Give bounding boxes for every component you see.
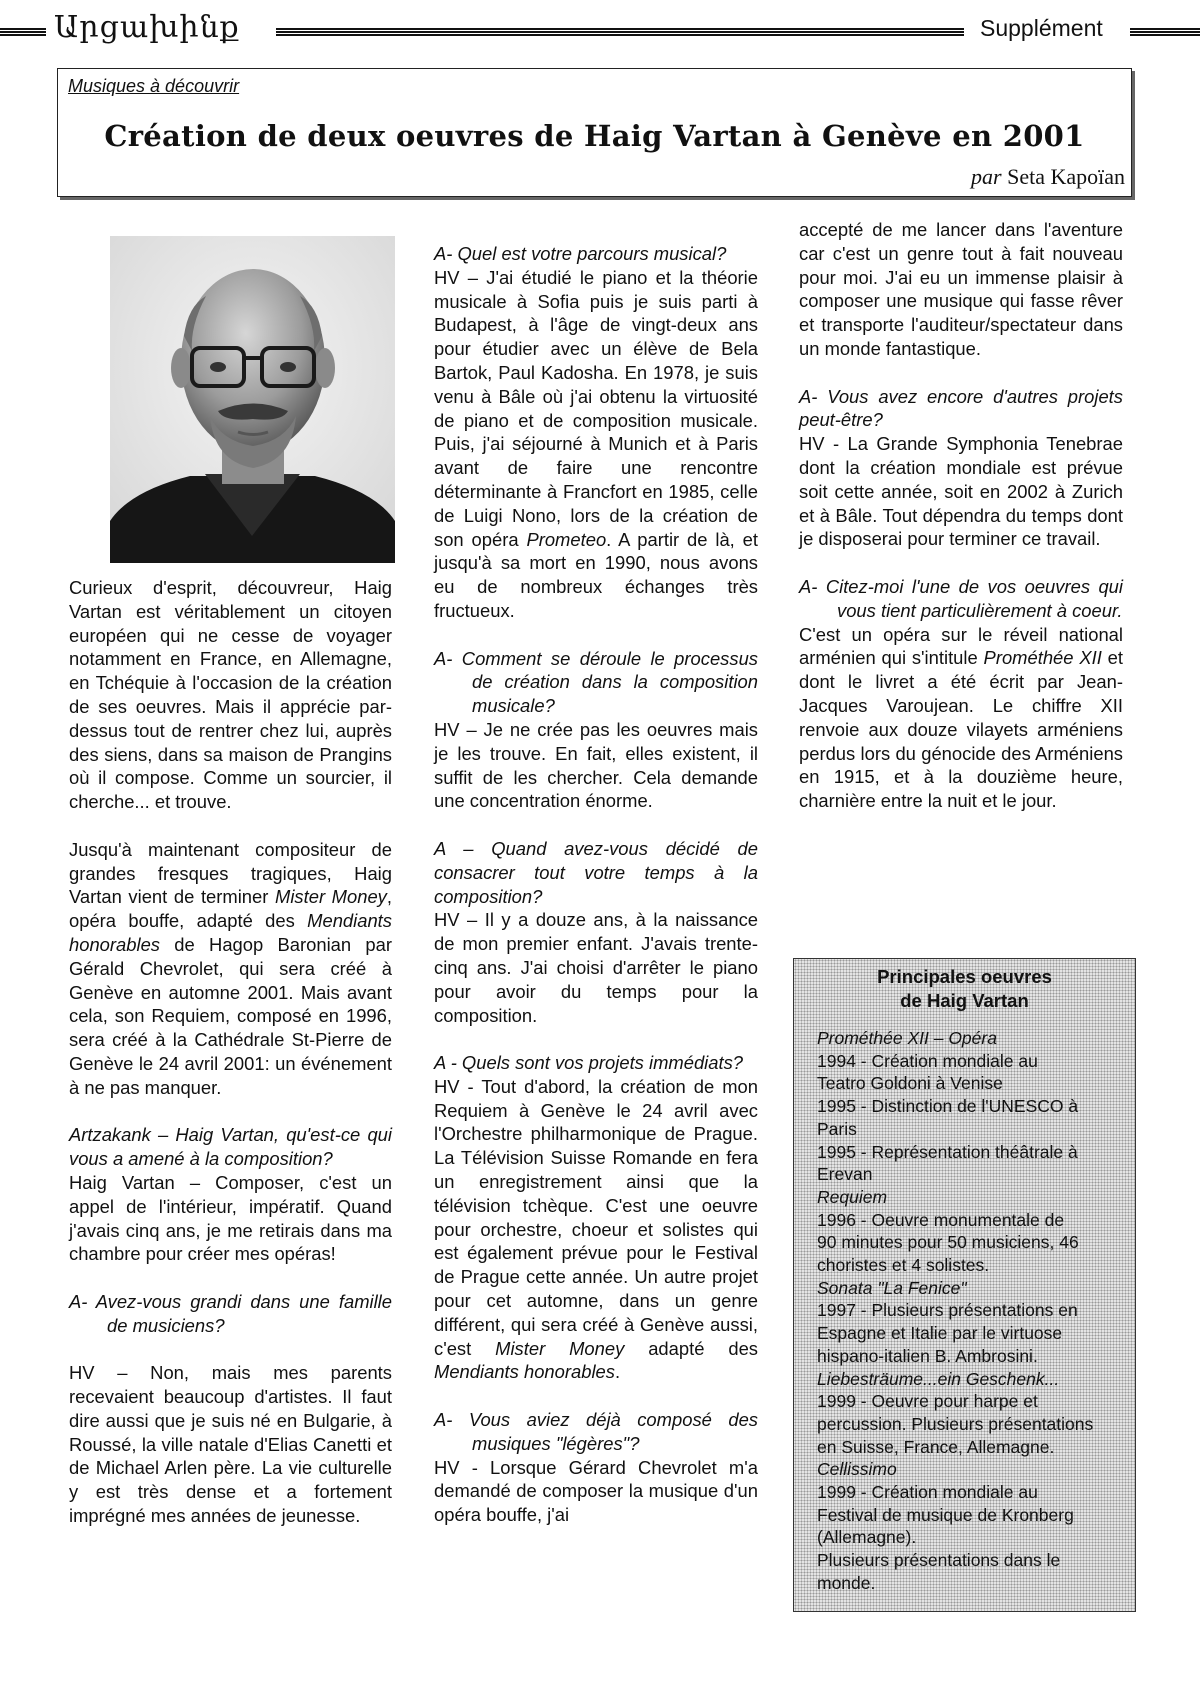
sidebar-line: 1999 - Oeuvre pour harpe et — [817, 1391, 1038, 1412]
sidebar-line: 1996 - Oeuvre monumentale de — [817, 1209, 1065, 1230]
answer-2: HV – Non, mais mes parents recevaient beaucoup d'artistes. Il faut dire aussi que je suis né en Bulgarie, à Roussé, la ville natale d'Elias Canetti et de Michael Arlen père. La vie culturelle y est très dense et a fortement imprégné mes années de jeunesse. — [69, 1362, 392, 1527]
column-1 — [69, 576, 392, 1528]
question-3: A- Quel est votre parcours musical? — [434, 243, 727, 264]
supplement-label: Supplément — [980, 15, 1103, 41]
work-title-promethee: Prométhée XII — [983, 647, 1102, 669]
answer-9-text-1: C'est un opéra sur le réveil national arménien qui s'intitule — [799, 623, 1123, 669]
sidebar-title-line-1: Principales oeuvres — [877, 966, 1052, 987]
answer-3-text-1: HV – J'ai étudié le piano et la théorie musicale à Sofia puis je suis parti à Budapest, à l'âge de vingt-deux ans pour étudier avec un élève de Bela Bartok, Paul Kadosha. En 1978, je suis venu à Bâle où j'ai obtenu la virtuosité de piano et de composition musicale. Puis, j'ai séjourné à Munich et à Paris avant de faire une rencontre déterminante à Francfort en 1985, celle de Luigi Nono, lors de la création de son opéra — [434, 266, 758, 550]
work-title-mister-money: Mister Money — [275, 886, 387, 908]
headline: Création de deux oeuvres de Haig Vartan à Genève en 2001 — [104, 119, 1085, 153]
sidebar-line: Erevan — [817, 1164, 873, 1185]
masthead-rule-middle — [276, 28, 964, 36]
intro-paragraph: Curieux d'esprit, découvreur, Haig Vartan est véritablement un citoyen européen qui ne cesse de voyager notamment en France, en Allemagne, en Tchéquie à l'occasion de la création de ses oeuvres. Mais il apprécie par-dessus tout de rentrer chez lui, auprès des siens, dans sa maison de Prangins où il compose. Comme un sourcier, il cherche... et trouve. — [69, 577, 392, 813]
sidebar-line: monde. — [817, 1572, 876, 1593]
answer-6-text-1: HV - Tout d'abord, la création de mon Requiem à Genève le 24 avril avec l'Orchestre philharmonique de Prague. La Télévision Suisse Romande en fera un enregistrement ainsi que la télévision tchèque. C'est une oeuvre pour orchestre, choeur et solistes qui est également prévue pour le Festival de Prague cette année. Un autre projet pour cet automne, dans un genre différent, qui sera créé à Genève aussi, c'est — [434, 1075, 758, 1359]
question-2: A- Avez-vous grandi dans une famille de musiciens? — [69, 1290, 392, 1336]
answer-7: HV - Lorsque Gérard Chevrolet m'a demandé de composer la musique d'un opéra bouffe, j'ai — [434, 1456, 758, 1526]
sidebar-line: Plusieurs présentations dans le — [817, 1550, 1061, 1571]
rubric: Musiques à découvrir — [68, 76, 240, 96]
context-text-2: , opéra bouffe, adapté des — [69, 886, 392, 932]
byline — [971, 164, 1125, 190]
works-sidebar — [793, 958, 1136, 1612]
column-2 — [434, 242, 758, 1527]
masthead-rule-right — [1130, 28, 1200, 36]
sidebar-line: percussion. Plusieurs présentations — [817, 1413, 1094, 1434]
title-box — [57, 68, 1132, 197]
answer-4: HV – Je ne crée pas les oeuvres mais je les trouve. En fait, elles existent, il suffit de les chercher. Cela demande une concentration énorme. — [434, 718, 758, 812]
answer-9-text-2: et dont le livret a été écrit par Jean-Jacques Varoujean. Le chiffre XII renvoie aux douze vilayets arméniens perdus lors du génocide des Arméniens en 1915, et à la douzième heure, charnière entre la nuit et le jour. — [799, 647, 1123, 812]
sidebar-line: hispano-italien B. Ambrosini. — [817, 1345, 1038, 1366]
context-paragraph — [69, 838, 392, 1100]
answer-1: Haig Vartan – Composer, c'est un appel de l'intérieur, impératif. Quand j'avais cinq ans, je me retirais dans ma chambre pour créer mes opéras! — [69, 1171, 392, 1265]
byline-prefix: par — [971, 164, 1002, 189]
column-3 — [799, 218, 1123, 813]
sidebar-line: Paris — [817, 1118, 857, 1139]
sidebar-line: 1995 - Distinction de l'UNESCO à — [817, 1096, 1079, 1117]
answer-9 — [799, 623, 1123, 813]
sidebar-line: Teatro Goldoni à Venise — [817, 1073, 1003, 1094]
sidebar-line: 1997 - Plusieurs présentations en — [817, 1300, 1078, 1321]
sidebar-line: Sonata "La Fenice" — [817, 1277, 967, 1298]
answer-8: HV - La Grande Symphonia Tenebrae dont la création mondiale est prévue soit cette année, soit en 2002 à Zurich et à Bâle. Tout dépendra du temps dont je disposerai pour terminer ce travail. — [799, 433, 1123, 550]
sidebar-line: 1994 - Création mondiale au — [817, 1050, 1038, 1071]
answer-6-text-2: adapté des — [624, 1337, 758, 1359]
sidebar-title-line-2: de Haig Vartan — [900, 990, 1029, 1011]
sidebar-line: en Suisse, France, Allemagne. — [817, 1436, 1055, 1457]
question-6: A - Quels sont vos projets immédiats? — [434, 1052, 744, 1074]
answer-6-text-3: . — [614, 1361, 621, 1383]
sidebar-line: Liebesträume...ein Geschenk... — [817, 1368, 1060, 1389]
question-7: A- Vous aviez déjà composé des musiques "légères"? — [434, 1409, 758, 1454]
masthead-rule-left — [0, 28, 46, 36]
answer-3 — [434, 266, 758, 623]
sidebar-line: 1995 - Représentation théâtrale à — [817, 1141, 1078, 1162]
portrait-photo — [110, 236, 395, 563]
answer-6 — [434, 1075, 758, 1384]
context-text-3: de Hagop Baronian par Gérald Chevrolet, qui sera créé à Genève en automne 2001. Mais avant cela, son Requiem, composé en 1996, sera créé à la Cathédrale St-Pierre de Genève le 24 avril 2001: un événement à ne pas manquer. — [69, 933, 392, 1098]
context-text-1: Jusqu'à maintenant compositeur de grandes fresques tragiques, Haig Vartan vient de terminer — [69, 838, 392, 908]
work-title-mendiants: Mendiants honorables — [69, 910, 392, 955]
question-9: A- Citez-moi l'une de vos oeuvres qui vous tient particulièrement à coeur. — [799, 575, 1123, 621]
sidebar-line: (Allemagne). — [817, 1527, 917, 1548]
question-4: A- Comment se déroule le processus de création dans la composition musicale? — [434, 647, 758, 717]
sidebar-line: Prométhée XII – Opéra — [817, 1028, 997, 1048]
question-5: A – Quand avez-vous décidé de consacrer tout votre temps à la composition? — [434, 837, 758, 907]
sidebar-works-list — [817, 1027, 1125, 1595]
masthead — [0, 10, 1200, 46]
question-8: A- Vous avez encore d'autres projets peut-être? — [799, 385, 1123, 431]
work-title-mendiants-2: Mendiants honorables — [434, 1361, 615, 1383]
sidebar-line: Espagne et Italie par le virtuose — [817, 1323, 1063, 1344]
masthead-title: Արցախինք — [54, 10, 240, 45]
answer-7-continued: accepté de me lancer dans l'aventure car c'est un genre tout à fait nouveau pour moi. J'ai eu un immense plaisir à composer une musique qui fasse rêver et transporte l'auditeur/spectateur dans un monde fantastique. — [799, 219, 1123, 359]
sidebar-line: 90 minutes pour 50 musiciens, 46 — [817, 1232, 1079, 1253]
sidebar-line: 1999 - Création mondiale au — [817, 1482, 1038, 1503]
sidebar-line: Festival de musique de Kronberg — [817, 1504, 1074, 1525]
sidebar-line: choristes et 4 solistes. — [817, 1255, 990, 1276]
answer-3-text-2: . A partir de là, et jusqu'à sa mort en 1990, nous avons eu de nombreux échanges très fructueux. — [434, 528, 758, 621]
answer-5: HV – Il y a douze ans, à la naissance de mon premier enfant. J'avais trente-cinq ans. J'ai choisi d'arrêter le piano pour avoir du temps pour la composition. — [434, 909, 758, 1026]
question-1: Artzakank – Haig Vartan, qu'est-ce qui vous a amené à la composition? — [69, 1124, 392, 1170]
sidebar-title — [794, 965, 1135, 1013]
work-title-mister-money-2: Mister Money — [495, 1337, 625, 1359]
byline-author: Seta Kapoïan — [1007, 164, 1125, 189]
sidebar-line: Requiem — [817, 1186, 888, 1207]
sidebar-line: Cellissimo — [817, 1459, 897, 1480]
work-title-prometeo: Prometeo — [526, 528, 607, 550]
